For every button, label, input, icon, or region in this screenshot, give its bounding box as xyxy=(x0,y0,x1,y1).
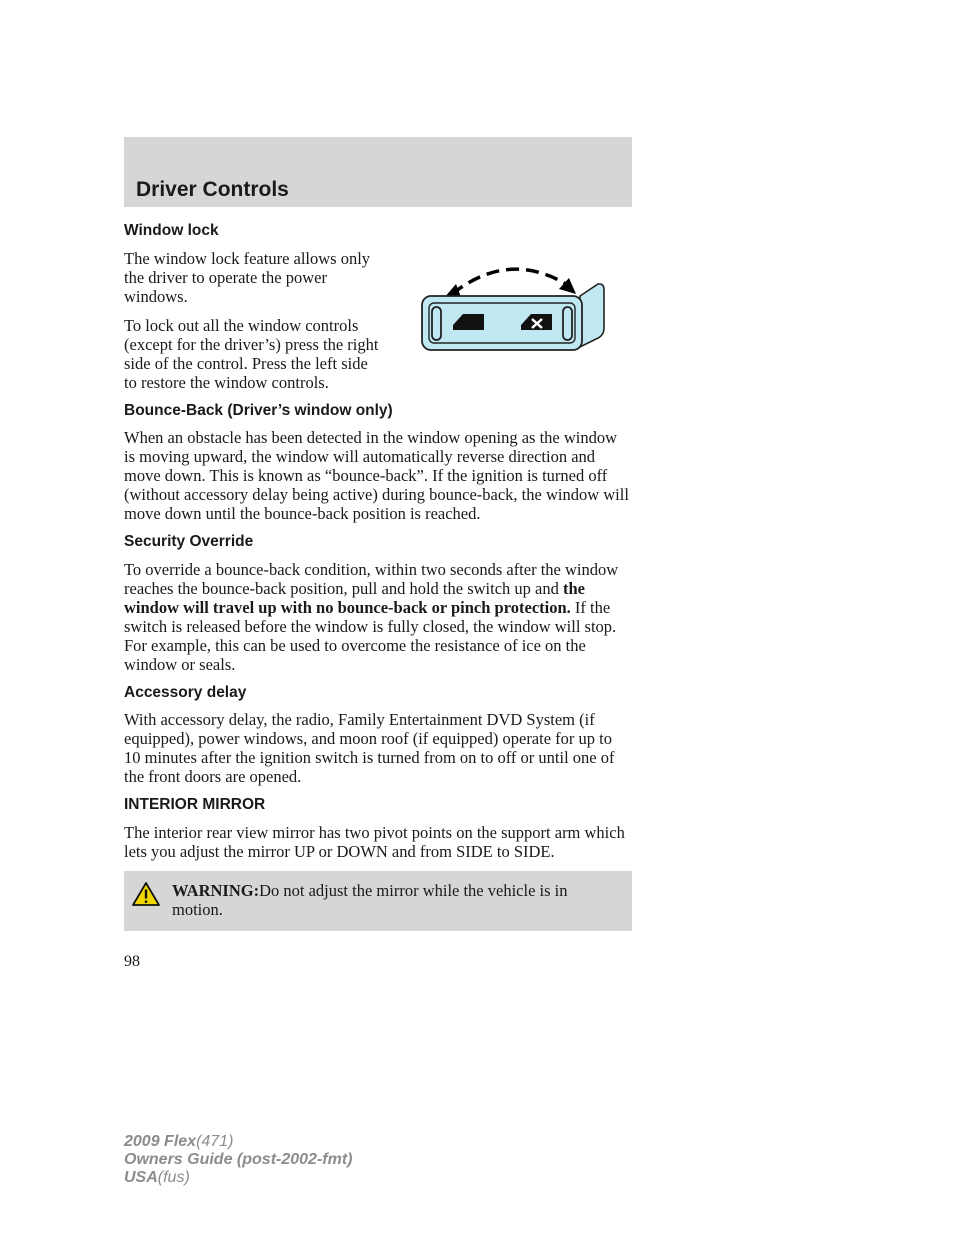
rocker-arrow-arc xyxy=(452,269,566,294)
page-number: 98 xyxy=(124,953,140,970)
window-lock-heading: Window lock xyxy=(124,222,219,239)
section-title: Driver Controls xyxy=(136,178,289,201)
security-override-heading: Security Override xyxy=(124,533,254,551)
page-content xyxy=(124,222,632,931)
footer-guide: Owners Guide (post-2002-fmt) xyxy=(124,1151,353,1168)
security-override-text-end: If the switch is released before the window is fully closed, the window will stop. For example, this can be used to overcome the resistance of ice on the window or seals. xyxy=(124,597,617,674)
bounce-back-section xyxy=(124,402,632,524)
warning-box xyxy=(124,871,632,931)
accessory-delay-paragraph: With accessory delay, the radio, Family Entertainment DVD System (if equipped), power windows, and moon roof (if equipped) operate for up to 10 minutes after the ignition switch is turned from on to off or until one of the front doors are opened. xyxy=(124,710,615,787)
security-override-paragraph xyxy=(124,560,632,674)
window-lock-switch-illustration xyxy=(420,256,620,356)
security-override-bold-text: the window will travel up with no bounce-back or pinch protection. xyxy=(124,578,585,617)
accessory-delay-heading: Accessory delay xyxy=(124,683,247,701)
bounce-back-heading: Bounce-Back (Driver’s window only) xyxy=(124,401,393,419)
document-footer xyxy=(124,1133,352,1187)
footer-model: 2009 Flex xyxy=(124,1133,197,1150)
footer-model-code: (471) xyxy=(196,1133,234,1150)
switch-bezel-side xyxy=(580,284,604,347)
section-header-band xyxy=(124,137,632,207)
warning-triangle-icon xyxy=(131,881,161,907)
window-lock-paragraph-1: The window lock feature allows only the driver to operate the power windows. xyxy=(124,248,371,306)
interior-mirror-section xyxy=(124,796,632,861)
bounce-back-paragraph: When an obstacle has been detected in the window opening as the window is moving upward, the window will automatically reverse direction and move down. This is known as “bounce-back”. If the ignition is turned off (without accessory delay being active) during bounce-back, the window will move down until the bounce-back position is reached. xyxy=(124,428,629,524)
footer-line-guide xyxy=(124,1151,352,1169)
footer-market: USA xyxy=(124,1169,158,1186)
accessory-delay-section xyxy=(124,684,632,787)
switch-face xyxy=(429,303,575,343)
right-arrow-head-icon xyxy=(559,278,576,294)
footer-line-model xyxy=(124,1133,352,1151)
left-rocker-ridge xyxy=(432,307,441,340)
footer-market-code: (fus) xyxy=(157,1169,190,1186)
window-lock-section xyxy=(124,222,632,392)
interior-mirror-heading: INTERIOR MIRROR xyxy=(124,796,266,814)
footer-line-market xyxy=(124,1169,352,1187)
window-lock-paragraph-2: To lock out all the window controls (except for the driver’s) press the right side of the control. Press the left side to restore the window controls. xyxy=(124,315,379,392)
warning-message: Do not adjust the mirror while the vehicle is in motion. xyxy=(172,880,568,919)
interior-mirror-paragraph: The interior rear view mirror has two pivot points on the support arm which lets you adjust the mirror UP or DOWN and from SIDE to SIDE. xyxy=(124,822,625,861)
warning-label: WARNING: xyxy=(172,880,260,900)
warning-text xyxy=(172,881,620,919)
security-override-section xyxy=(124,533,632,674)
right-rocker-ridge xyxy=(563,307,572,340)
security-override-text-start: To override a bounce-back condition, within two seconds after the window reaches the bounce-back position, pull and hold the switch up and xyxy=(124,559,619,598)
